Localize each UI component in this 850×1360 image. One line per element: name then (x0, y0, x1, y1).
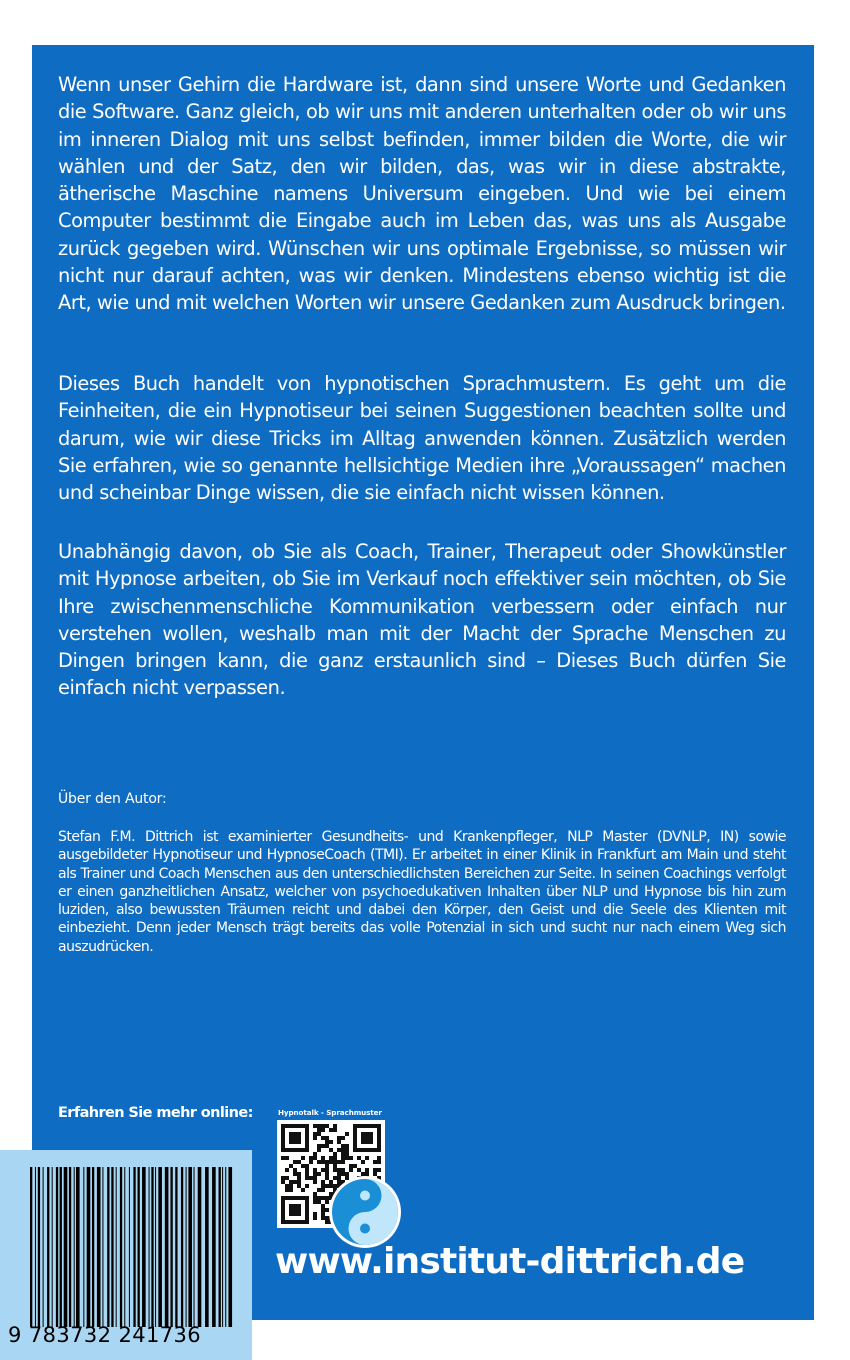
qr-module (297, 1160, 301, 1164)
qr-module (313, 1192, 317, 1196)
qr-module (341, 1160, 345, 1164)
qr-module (325, 1168, 329, 1172)
qr-module (313, 1132, 317, 1136)
qr-module (321, 1144, 325, 1148)
qr-module (341, 1144, 345, 1148)
barcode-bar (102, 1167, 103, 1327)
qr-module (313, 1156, 317, 1160)
qr-module (281, 1156, 285, 1160)
qr-module (321, 1168, 325, 1172)
qr-module (333, 1156, 337, 1160)
about-author-bio: Stefan F.M. Dittrich ist examinierter Gesundheits- und Krankenpfleger, NLP Master (DVNLP, IN) sowie ausgebildeter Hypnotiseur und HypnoseCoach (TMI). Er arbeitet in einer Klinik in Frankfurt am Main und steht als Trainer und Coach Menschen aus den unterschiedlichsten Bereichen zur Seite. In seinen Coachings verfolgt er einen ganzheitlichen Ansatz, welcher von psychoedukativen Inhalten über NLP und Hypnose bis hin zum luziden, also bewussten Träumen reicht und dabei den Körper, den Geist und die Seele des Klienten mit einbezieht. Denn jeder Mensch trägt bereits das volle Potenzial in sich und sucht nur nach einem Weg sich auszudrücken. (58, 829, 786, 955)
qr-module (317, 1200, 321, 1204)
qr-module (309, 1156, 313, 1160)
qr-module (317, 1160, 321, 1164)
qr-module (321, 1156, 325, 1160)
qr-module (289, 1184, 293, 1188)
qr-module (285, 1156, 289, 1160)
qr-module (301, 1156, 305, 1160)
qr-module (321, 1124, 325, 1128)
qr-module (313, 1176, 317, 1180)
barcode-bar (124, 1167, 125, 1327)
qr-module (293, 1180, 297, 1184)
qr-module (297, 1184, 301, 1188)
about-author-heading: Über den Autor: (58, 791, 167, 807)
barcode-bar (225, 1167, 226, 1327)
qr-module (333, 1124, 337, 1128)
barcode-bar (43, 1167, 44, 1327)
qr-module (285, 1184, 289, 1188)
qr-module (321, 1188, 325, 1192)
barcode-bar (198, 1167, 202, 1327)
qr-module (321, 1208, 325, 1212)
qr-module (377, 1156, 381, 1160)
barcode-bar (170, 1167, 172, 1327)
qr-module (345, 1132, 349, 1136)
qr-module (345, 1144, 349, 1148)
qr-module (317, 1148, 321, 1152)
qr-module (313, 1196, 317, 1200)
qr-module (317, 1188, 321, 1192)
qr-module (329, 1148, 333, 1152)
qr-module (297, 1172, 301, 1176)
swirl-logo-icon (328, 1175, 402, 1249)
qr-module (337, 1136, 341, 1140)
qr-module (373, 1160, 377, 1164)
qr-module (285, 1168, 289, 1172)
barcode-bar (74, 1167, 75, 1327)
qr-module (321, 1216, 325, 1220)
qr-module (325, 1164, 329, 1168)
qr-module (325, 1124, 329, 1128)
qr-module (297, 1176, 301, 1180)
barcode-bar (38, 1167, 40, 1327)
barcode-bar (186, 1167, 187, 1327)
qr-module (321, 1184, 325, 1188)
qr-module (317, 1196, 321, 1200)
blurb-paragraph-2: Dieses Buch handelt von hypnotischen Sprachmustern. Es geht um die Feinheiten, die ein Hypnotiseur bei seinen Suggestionen beachten sollte und darum, wie wir diese Tricks im Alltag anwenden können. Zusätzlich werden Sie erfahren, wie so genannte hellsichtige Medien ihre „Voraussagen“ machen und scheinbar Dinge wissen, die sie einfach nicht wissen können. (58, 372, 786, 505)
qr-module (281, 1180, 285, 1184)
qr-module (313, 1124, 317, 1128)
qr-module (341, 1136, 345, 1140)
qr-module (305, 1184, 309, 1188)
barcode-bar (120, 1167, 122, 1327)
qr-module (313, 1200, 317, 1204)
qr-module (357, 1168, 361, 1172)
qr-module (349, 1168, 353, 1172)
barcode-bar (138, 1167, 140, 1327)
learn-more-online-label: Erfahren Sie mehr online: (58, 1105, 253, 1121)
qr-module (361, 1160, 365, 1164)
barcode-bar (188, 1167, 192, 1327)
qr-module (317, 1128, 321, 1132)
barcode-bar (107, 1167, 109, 1327)
qr-module (333, 1152, 337, 1156)
barcode-bar (87, 1167, 91, 1327)
qr-module (377, 1160, 381, 1164)
barcode-bar (165, 1167, 169, 1327)
barcode-bar (158, 1167, 162, 1327)
qr-module (313, 1168, 317, 1172)
barcode-panel (0, 1150, 252, 1360)
barcode-bar (194, 1167, 195, 1327)
qr-module (321, 1160, 325, 1164)
barcode-bar (97, 1167, 101, 1327)
qr-module (281, 1176, 285, 1180)
qr-module (329, 1160, 333, 1164)
qr-module (325, 1144, 329, 1148)
qr-module (377, 1168, 381, 1172)
qr-module (325, 1160, 329, 1164)
qr-module (313, 1152, 317, 1156)
barcode-bar (52, 1167, 53, 1327)
barcode-bar (116, 1167, 117, 1327)
qr-module (329, 1156, 333, 1160)
qr-module (337, 1148, 341, 1152)
barcode-bar (35, 1167, 36, 1327)
qr-module (317, 1132, 321, 1136)
qr-module (313, 1216, 317, 1220)
barcode-bar (69, 1167, 71, 1327)
qr-module (325, 1136, 329, 1140)
blurb-paragraph-3: Unabhängig davon, ob Sie als Coach, Trainer, Therapeut oder Showkünstler mit Hypnose arbeiten, ob Sie im Verkauf noch effektiver sein möchten, ob Sie Ihre zwischenmenschliche Kommunikation verbessern oder einfach nur verstehen wollen, weshalb man mit der Macht der Sprache Menschen zu Dingen bringen kann, die ganz erstaunlich sind – Dieses Buch dürfen Sie einfach nicht verpassen. (58, 540, 786, 700)
barcode-bar (142, 1167, 146, 1327)
barcode-bar (30, 1167, 32, 1327)
barcode-bar (76, 1167, 80, 1327)
qr-module (325, 1140, 329, 1144)
qr-module (293, 1160, 297, 1164)
qr-module (305, 1168, 309, 1172)
barcode-bar (47, 1167, 49, 1327)
qr-module (365, 1156, 369, 1160)
barcode-bar (228, 1167, 232, 1327)
qr-module (345, 1152, 349, 1156)
qr-module (337, 1160, 341, 1164)
qr-code-caption: Hypnotalk - Sprachmuster (278, 1108, 382, 1117)
qr-module (357, 1156, 361, 1160)
blue-cover-panel (32, 45, 814, 1320)
qr-module (289, 1188, 293, 1192)
qr-module (305, 1176, 309, 1180)
qr-module (317, 1124, 321, 1128)
barcode-bar (56, 1167, 58, 1327)
blurb-paragraph-1: Wenn unser Gehirn die Hardware ist, dann sind unsere Worte und Gedanken die Software. Ganz gleich, ob wir uns mit anderen unterhalten oder ob wir uns im inneren Dialog mit uns selbst befinden, immer bilden die Worte, die wir wählen und der Satz, den wir bilden, das, was wir in diese abstrakte, ätherische Maschine namens Universum eingeben. Und wie bei einem Computer bestimmt die Eingabe auch im Leben das, was uns als Ausgabe zurück gegeben wird. Wünschen wir uns optimale Ergebnisse, so müssen wir nicht nur darauf achten, was wir denken. Mindestens ebenso wichtig ist die Art, wie und mit welchen Worten wir unsere Gedanken zum Ausdruck bringen. (58, 73, 786, 315)
qr-module (341, 1152, 345, 1156)
barcode-bar (212, 1167, 216, 1327)
qr-module (373, 1168, 377, 1172)
qr-module (309, 1176, 313, 1180)
qr-module (333, 1128, 337, 1132)
barcode-bar (83, 1167, 84, 1327)
barcode-bar (133, 1167, 135, 1327)
barcode-bar (111, 1167, 113, 1327)
qr-module (301, 1164, 305, 1168)
qr-module (289, 1164, 293, 1168)
barcode-bar (205, 1167, 209, 1327)
barcode-bar (92, 1167, 94, 1327)
qr-module (321, 1180, 325, 1184)
barcode-bar (181, 1167, 183, 1327)
qr-module (333, 1160, 337, 1164)
qr-module (337, 1168, 341, 1172)
qr-module (305, 1164, 309, 1168)
qr-module (313, 1180, 317, 1184)
qr-module (313, 1172, 317, 1176)
qr-module (353, 1164, 357, 1168)
barcode-bar (222, 1167, 223, 1327)
qr-module (337, 1140, 341, 1144)
qr-module (305, 1172, 309, 1176)
qr-module (301, 1188, 305, 1192)
qr-module (313, 1212, 317, 1216)
qr-module (329, 1140, 333, 1144)
qr-module (341, 1148, 345, 1152)
qr-module (293, 1172, 297, 1176)
barcode-bar (151, 1167, 153, 1327)
qr-module (289, 1180, 293, 1184)
qr-module (349, 1156, 353, 1160)
qr-module (349, 1164, 353, 1168)
isbn-digits: 9 783732 241736 (8, 1323, 202, 1347)
qr-module (285, 1188, 289, 1192)
barcode-bar (60, 1167, 62, 1327)
qr-module (329, 1128, 333, 1132)
barcode-bar (175, 1167, 177, 1327)
barcode-bar (219, 1167, 221, 1327)
qr-module (333, 1168, 337, 1172)
qr-module (333, 1164, 337, 1168)
qr-module (321, 1196, 325, 1200)
qr-module (365, 1168, 369, 1172)
qr-module (321, 1128, 325, 1132)
qr-module (321, 1212, 325, 1216)
qr-module (345, 1156, 349, 1160)
qr-module (321, 1136, 325, 1140)
qr-module (285, 1176, 289, 1180)
qr-module (313, 1136, 317, 1140)
barcode-bar (64, 1167, 68, 1327)
qr-module (341, 1156, 345, 1160)
qr-module (297, 1180, 301, 1184)
barcode-bar (129, 1167, 130, 1327)
qr-module (345, 1148, 349, 1152)
qr-module (321, 1204, 325, 1208)
qr-module (317, 1144, 321, 1148)
barcode-bar (149, 1167, 150, 1327)
qr-module (293, 1168, 297, 1172)
qr-module (341, 1168, 345, 1172)
qr-module (317, 1172, 321, 1176)
barcode-bar (155, 1167, 156, 1327)
barcode-icon (28, 1167, 238, 1327)
website-url[interactable]: www.institut-dittrich.de (275, 1241, 745, 1282)
qr-module (309, 1160, 313, 1164)
